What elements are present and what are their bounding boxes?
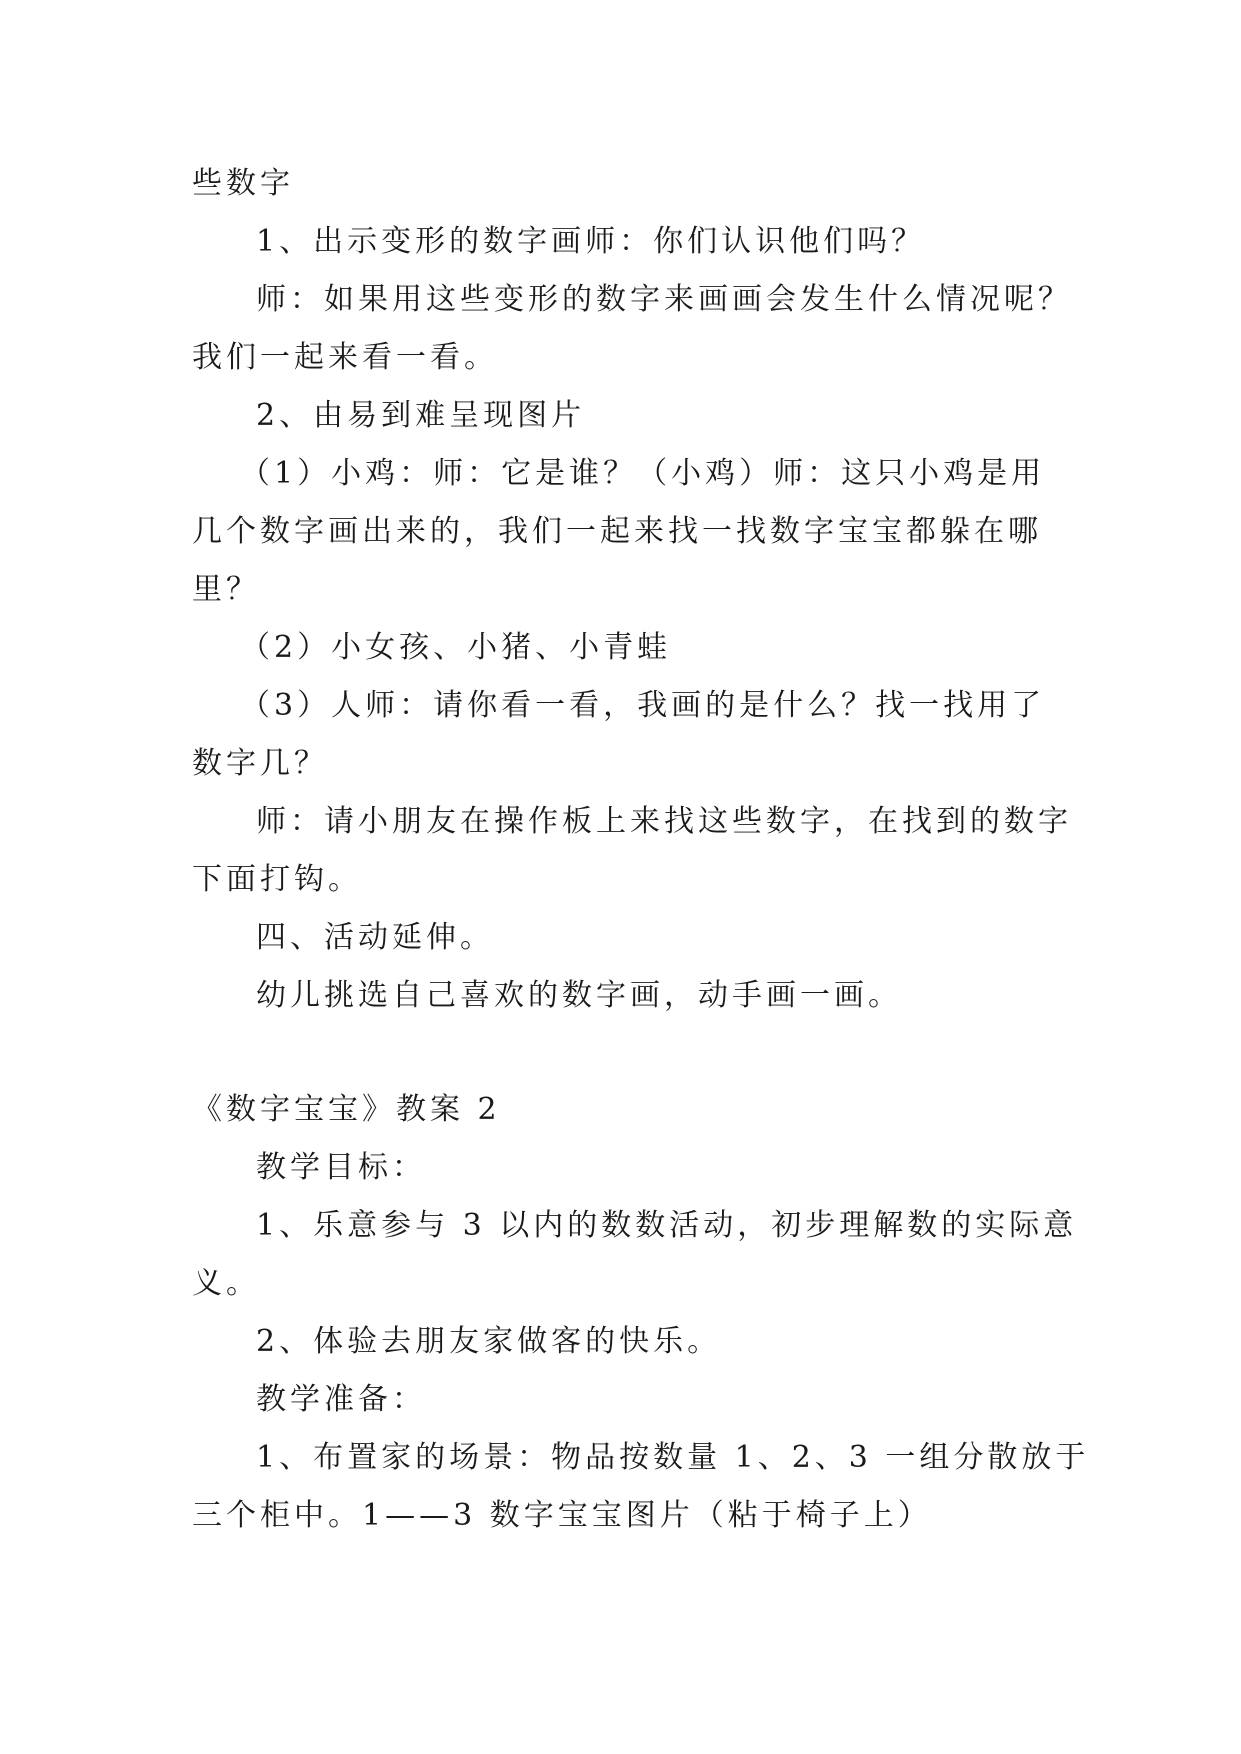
text-line: 2、由易到难呈现图片 <box>256 398 586 433</box>
text-line: 三个柜中。1——3 数字宝宝图片（粘于椅子上） <box>192 1498 932 1533</box>
text-line: 幼儿挑选自己喜欢的数字画，动手画一画。 <box>256 978 902 1013</box>
text-line: 数字几？ <box>192 746 328 781</box>
text-line: 2、体验去朋友家做客的快乐。 <box>256 1324 722 1359</box>
text-line: 几个数字画出来的，我们一起来找一找数字宝宝都躲在哪 <box>192 514 1042 549</box>
text-line: 1、乐意参与 3 以内的数数活动，初步理解数的实际意 <box>256 1208 1078 1243</box>
text-line: （2）小女孩、小猪、小青蛙 <box>240 630 672 665</box>
text-line: 教学目标： <box>256 1150 426 1185</box>
text-line: 教学准备： <box>256 1382 426 1417</box>
text-line: 四、活动延伸。 <box>256 920 494 955</box>
text-line: （1）小鸡：师：它是谁？（小鸡）师：这只小鸡是用 <box>240 456 1046 491</box>
text-line: 师：如果用这些变形的数字来画画会发生什么情况呢？ <box>256 282 1072 317</box>
text-line: 里？ <box>192 572 260 607</box>
text-line: 义。 <box>192 1266 260 1301</box>
text-line: 下面打钩。 <box>192 862 362 897</box>
text-line: 1、出示变形的数字画师：你们认识他们吗？ <box>256 224 926 259</box>
section-heading: 《数字宝宝》教案 2 <box>192 1092 501 1127</box>
text-line: 师：请小朋友在操作板上来找这些数字，在找到的数字 <box>256 804 1072 839</box>
text-line: （3）人师：请你看一看，我画的是什么？找一找用了 <box>240 688 1046 723</box>
text-line: 些数字 <box>192 166 294 201</box>
text-line: 1、布置家的场景：物品按数量 1、2、3 一组分散放于 <box>256 1440 1090 1475</box>
text-line: 我们一起来看一看。 <box>192 340 498 375</box>
